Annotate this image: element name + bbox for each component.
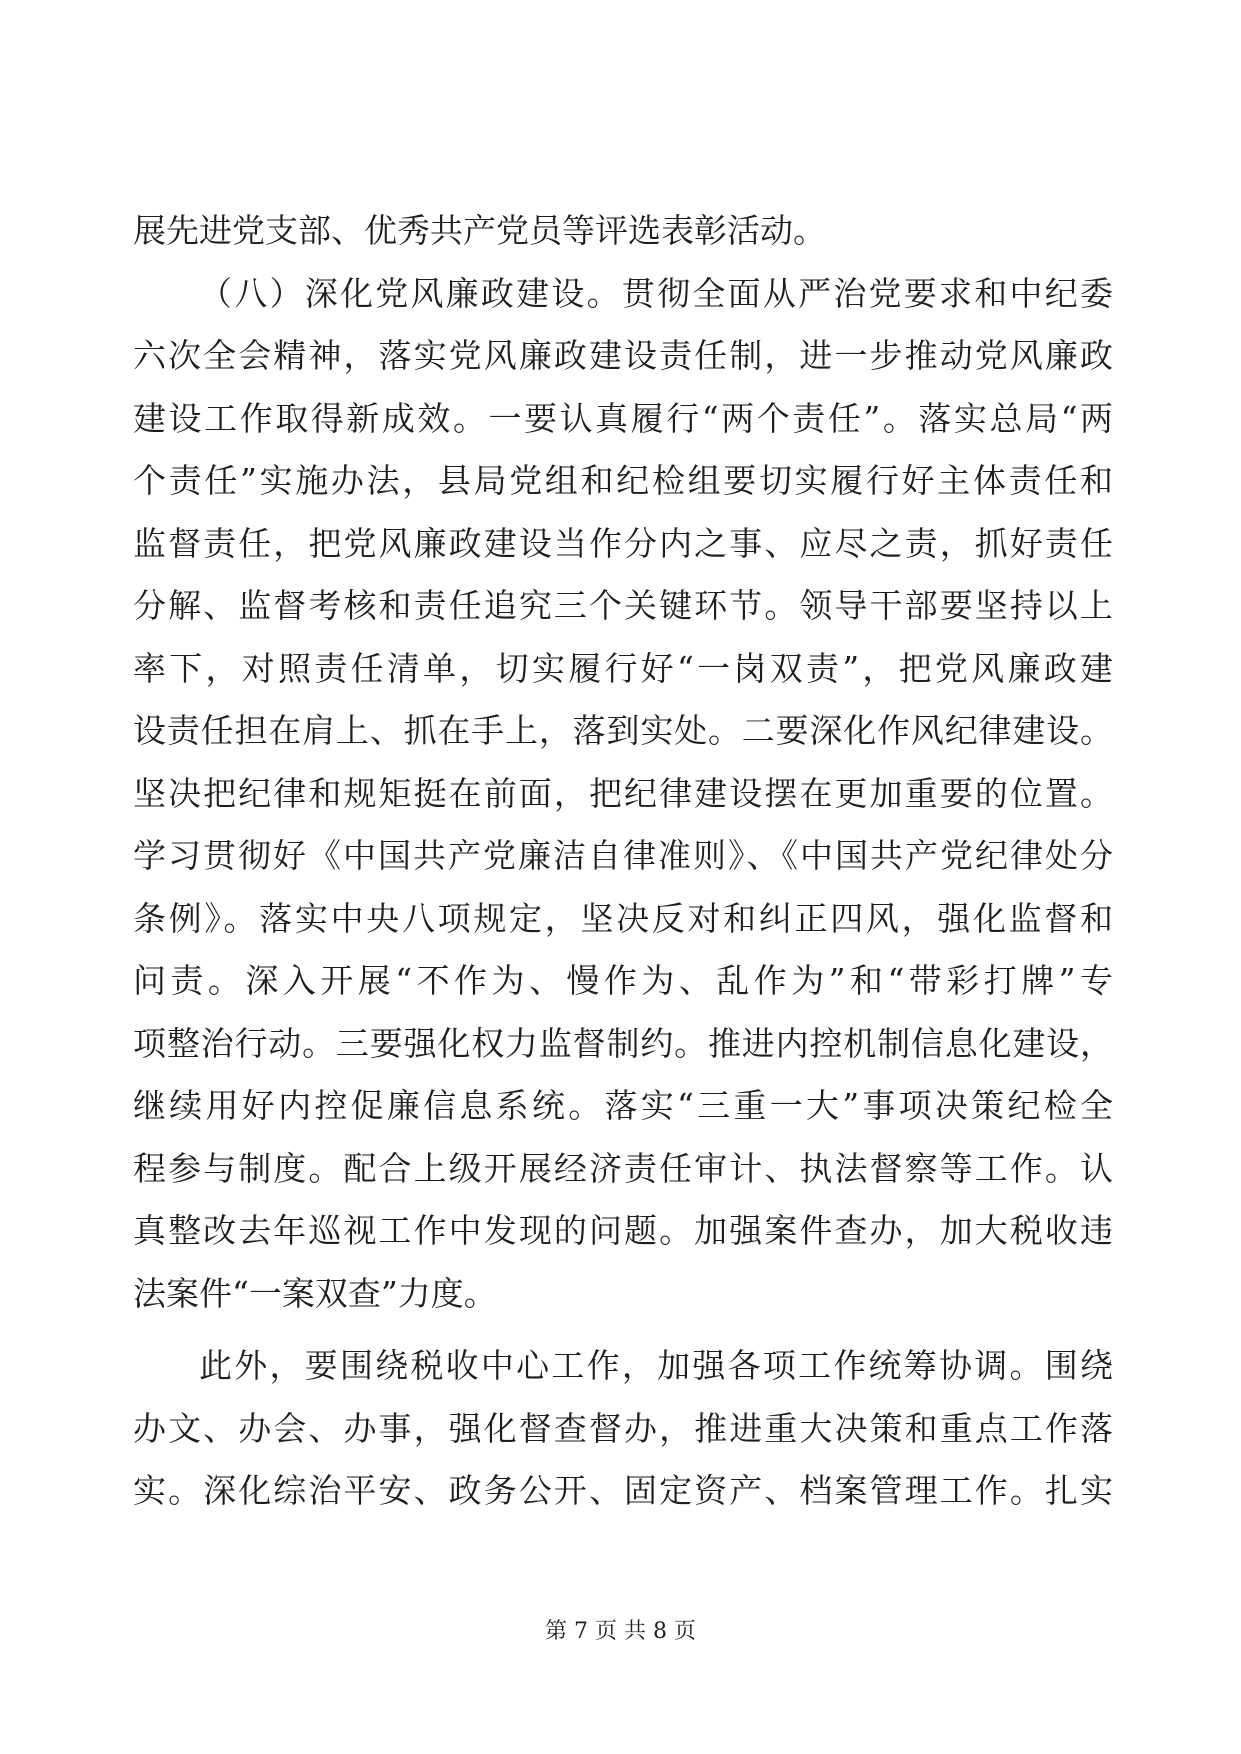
page-number-footer: 第 7 页 共 8 页 — [545, 1619, 696, 1644]
text-line: 此外，要围绕税收中心工作，加强各项工作统筹协调。围绕 — [199, 1346, 1113, 1385]
text-line: 建设工作取得新成效。一要认真履行“两个责任”。落实总局“两 — [133, 398, 1113, 438]
text-line: 问责。深入开展“不作为、慢作为、乱作为”和“带彩打牌”专 — [133, 961, 1113, 1000]
text-line: 继续用好内控促廉信息系统。落实“三重一大”事项决策纪检全 — [133, 1086, 1113, 1125]
text-line: 真整改去年巡视工作中发现的问题。加强案件查办，加大税收违 — [133, 1211, 1113, 1250]
text-line: 办文、办会、办事，强化督查督办，推进重大决策和重点工作落 — [133, 1408, 1113, 1448]
text-line: 设责任担在肩上、抓在手上，落到实处。二要深化作风纪律建设。 — [133, 711, 1113, 750]
text-line: 项整治行动。三要强化权力监督制约。推进内控机制信息化建设， — [133, 1023, 1113, 1063]
text-line: 率下，对照责任清单，切实履行好“一岗双责”，把党风廉政建 — [133, 648, 1113, 688]
text-line: 法案件“一案双查”力度。 — [133, 1273, 497, 1313]
paragraph-heading-line: （八）深化党风廉政建设。贯彻全面从严治党要求和中纪委 — [199, 273, 1113, 313]
text-line: 程参与制度。配合上级开展经济责任审计、执法督察等工作。认 — [133, 1148, 1113, 1188]
text-line: 个责任”实施办法，县局党组和纪检组要切实履行好主体责任和 — [133, 461, 1113, 500]
text-line: 展先进党支部、优秀共产党员等评选表彰活动。 — [133, 211, 826, 250]
body-text — [133, 200, 1113, 1523]
text-line: 分解、监督考核和责任追究三个关键环节。领导干部要坚持以上 — [133, 586, 1113, 625]
text-line: 六次全会精神，落实党风廉政建设责任制，进一步推动党风廉政 — [133, 336, 1113, 375]
text-line: 学习贯彻好《中国共产党廉洁自律准则》、《中国共产党纪律处分 — [133, 836, 1113, 875]
text-line: 实。深化综治平安、政务公开、固定资产、档案管理工作。扎实 — [133, 1471, 1113, 1510]
text-line: 监督责任，把党风廉政建设当作分内之事、应尽之责，抓好责任 — [133, 523, 1113, 563]
text-line: 坚决把纪律和规矩挺在前面，把纪律建设摆在更加重要的位置。 — [133, 773, 1113, 813]
text-line: 条例》。落实中央八项规定，坚决反对和纠正四风，强化监督和 — [133, 898, 1113, 938]
